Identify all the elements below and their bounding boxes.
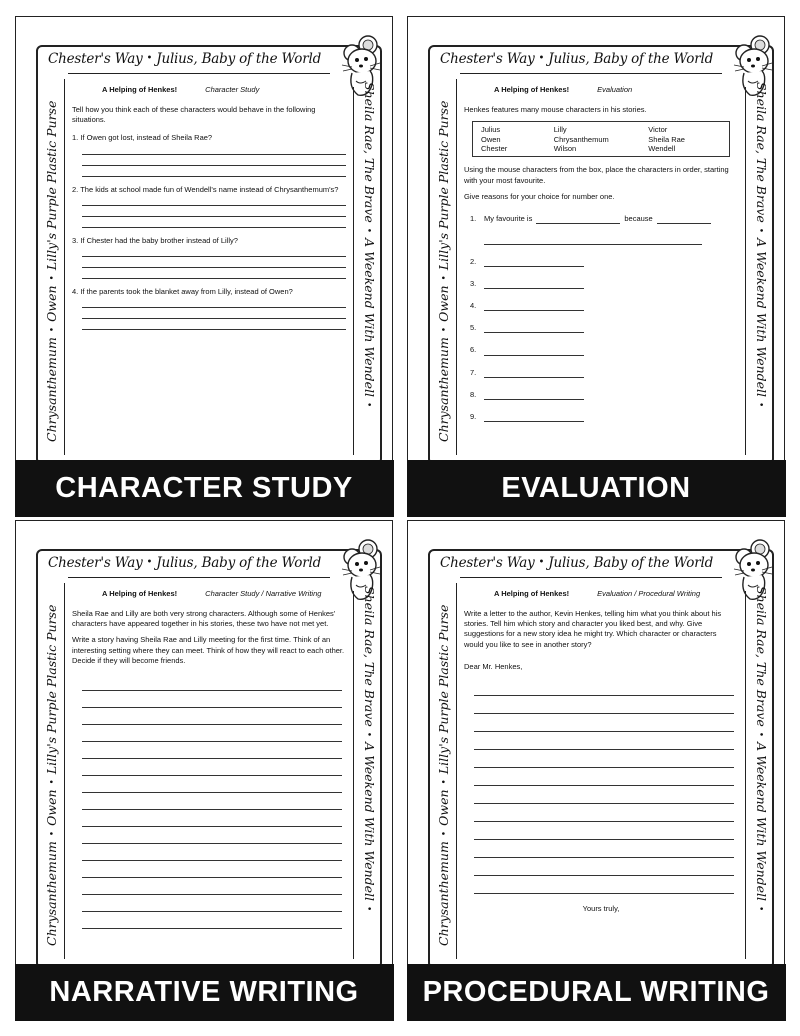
left-divider	[64, 79, 65, 455]
rank-number: 6.	[470, 345, 477, 355]
book-title-julius: Julius, Baby of the World	[156, 555, 322, 571]
book-title-julius: Julius, Baby of the World	[548, 555, 714, 571]
worksheet-title: A Helping of Henkes!	[494, 85, 570, 94]
question: 1. If Owen got lost, instead of Sheila Rae?	[72, 133, 213, 143]
answer-line	[474, 678, 734, 696]
worksheet-title: A Helping of Henkes!	[102, 589, 178, 598]
evaluation-card	[407, 16, 785, 516]
bullet: •	[755, 731, 765, 738]
bullet: •	[363, 731, 373, 738]
worksheet-category: Evaluation	[597, 85, 633, 94]
answer-line	[484, 236, 702, 245]
bullet: •	[538, 53, 545, 64]
rank-row	[470, 301, 738, 311]
left-divider	[64, 583, 65, 959]
book-titles-right	[357, 82, 381, 466]
book-title-chesters-way: Chester's Way	[48, 555, 143, 571]
book-title-wendell: A Weekend With Wendell	[754, 742, 769, 902]
book-title-owen: Owen	[44, 789, 59, 826]
book-title-chrysanthemum: Chrysanthemum	[436, 841, 451, 946]
bullet: •	[755, 906, 765, 912]
answer-lines	[82, 297, 346, 330]
book-title-chesters-way: Chester's Way	[48, 51, 143, 67]
narrative-writing-card	[15, 520, 393, 1020]
answer-line	[474, 714, 734, 732]
bullet: •	[755, 227, 765, 234]
answer-line	[82, 776, 342, 793]
bullet: •	[440, 830, 450, 837]
book-title-julius: Julius, Baby of the World	[548, 51, 714, 67]
question: 4. If the parents took the blanket away from Lilly, instead of Owen?	[72, 286, 293, 296]
worksheet-header	[494, 589, 738, 599]
book-title-chrysanthemum: Chrysanthemum	[44, 841, 59, 946]
top-divider	[460, 73, 722, 74]
book-title-chrysanthemum: Chrysanthemum	[436, 337, 451, 442]
writing-lines	[82, 674, 342, 929]
rank-row	[470, 345, 738, 355]
answer-line	[536, 215, 620, 224]
top-divider	[460, 577, 722, 578]
banner: PROCEDURAL WRITING	[407, 964, 786, 1021]
favourite-label: My favourite is	[484, 213, 533, 223]
answer-line	[484, 302, 584, 311]
right-divider	[745, 591, 746, 959]
rank-number: 8.	[470, 389, 477, 399]
instructions: Give reasons for your choice for number one.	[464, 191, 615, 201]
character-box	[472, 121, 730, 157]
worksheet-page	[36, 549, 382, 969]
top-divider	[68, 73, 330, 74]
question: 3. If Chester had the baby brother instead of Lilly?	[72, 235, 238, 245]
rank-row	[470, 323, 738, 333]
book-titles-right	[357, 586, 381, 970]
answer-line	[82, 708, 342, 725]
rank-row	[470, 368, 738, 378]
bullet: •	[48, 779, 58, 785]
instructions: Write a story having Sheila Rae and Lilly meeting for the first time. Think of an interesting setting where they can meet. Think of how they will react to each other. Decide if they will become friends.	[72, 635, 345, 665]
answer-line	[474, 840, 734, 858]
instructions: Sheila Rae and Lilly are both very strong characters. Although some of Henkes' characters have appeared together in his stories, these two have not met yet.	[72, 609, 336, 629]
answer-line	[82, 759, 342, 776]
answer-line	[474, 876, 734, 894]
top-divider	[68, 577, 330, 578]
book-title-chesters-way: Chester's Way	[440, 51, 535, 67]
answer-line	[82, 810, 342, 827]
book-titles-left	[40, 82, 64, 442]
question: 2. The kids at school made fun of Wendell's name instead of Chrysanthemum's?	[72, 184, 339, 194]
character-name: Wendell	[648, 144, 676, 153]
worksheet-title: A Helping of Henkes!	[102, 85, 178, 94]
character-name: Chrysanthemum	[553, 134, 609, 144]
answer-line	[474, 732, 734, 750]
book-title-wendell: A Weekend With Wendell	[754, 238, 769, 398]
rank-number: 1.	[470, 213, 477, 223]
answer-line	[474, 696, 734, 714]
answer-line	[82, 691, 342, 708]
book-title-sheila-rae: Sheila Rae, The Brave	[754, 586, 769, 727]
worksheet-header	[102, 85, 346, 95]
answer-line	[82, 166, 346, 177]
answer-line	[484, 391, 584, 400]
rank-row	[470, 390, 738, 400]
rank-row	[470, 412, 738, 422]
right-divider	[745, 87, 746, 455]
answer-line	[82, 195, 346, 206]
answer-line	[82, 144, 346, 155]
book-titles-top	[440, 555, 732, 571]
book-titles-left	[432, 82, 456, 442]
rank-number: 4.	[470, 301, 477, 311]
rank-row	[470, 257, 738, 267]
bullet: •	[48, 830, 58, 837]
answer-line	[484, 369, 584, 378]
worksheet-page	[36, 45, 382, 465]
character-name: Wilson	[553, 144, 577, 153]
bullet: •	[363, 906, 373, 912]
worksheet-page	[428, 45, 774, 465]
book-title-owen: Owen	[44, 285, 59, 322]
bullet: •	[538, 557, 545, 568]
answer-line	[82, 206, 346, 217]
character-name: Chester	[481, 144, 508, 153]
rank-number: 3.	[470, 279, 477, 288]
answer-line	[657, 215, 711, 224]
favourite-row	[470, 214, 738, 224]
answer-line	[484, 324, 584, 333]
book-titles-left	[40, 586, 64, 946]
book-title-lillys-purse: Lilly's Purple Plastic Purse	[44, 604, 59, 775]
answer-line	[82, 155, 346, 166]
answer-line	[484, 347, 584, 356]
procedural-writing-card	[407, 520, 785, 1020]
worksheet-title: A Helping of Henkes!	[494, 589, 570, 598]
book-titles-top	[48, 51, 340, 67]
book-title-owen: Owen	[436, 285, 451, 322]
salutation: Dear Mr. Henkes,	[464, 661, 523, 671]
bullet: •	[363, 402, 373, 408]
book-titles-top	[48, 555, 340, 571]
worksheet-content	[464, 585, 738, 957]
worksheet-page	[428, 549, 774, 969]
answer-line	[82, 895, 342, 912]
answer-line	[82, 725, 342, 742]
book-title-lillys-purse: Lilly's Purple Plastic Purse	[436, 100, 451, 271]
answer-line	[484, 258, 584, 267]
right-divider	[353, 87, 354, 455]
instructions: Using the mouse characters from the box, place the characters in order, starting with your most favourite.	[464, 165, 729, 185]
answer-line	[82, 257, 346, 268]
letter-lines	[474, 678, 734, 894]
answer-line	[82, 844, 342, 861]
character-name: Julius	[481, 125, 501, 135]
character-name: Owen	[481, 134, 501, 144]
bullet: •	[146, 557, 153, 568]
answer-line	[82, 878, 342, 895]
character-study-card	[15, 16, 393, 516]
answer-line	[474, 786, 734, 804]
bullet: •	[440, 326, 450, 333]
answer-lines	[82, 144, 346, 177]
left-divider	[456, 583, 457, 959]
bullet: •	[440, 275, 450, 281]
bullet: •	[440, 779, 450, 785]
book-titles-top	[440, 51, 732, 67]
closing: Yours truly,	[582, 903, 620, 913]
answer-line	[82, 793, 342, 810]
worksheet-category: Evaluation / Procedural Writing	[597, 589, 701, 598]
book-title-wendell: A Weekend With Wendell	[362, 742, 377, 902]
worksheet-category: Character Study / Narrative Writing	[205, 589, 322, 598]
answer-lines	[82, 195, 346, 228]
answer-line	[82, 308, 346, 319]
rank-number: 2.	[470, 256, 477, 266]
banner: EVALUATION	[407, 460, 786, 517]
book-title-sheila-rae: Sheila Rae, The Brave	[362, 586, 377, 727]
worksheet-category: Character Study	[205, 85, 260, 94]
banner: NARRATIVE WRITING	[15, 964, 394, 1021]
bullet: •	[363, 227, 373, 234]
book-title-chesters-way: Chester's Way	[440, 555, 535, 571]
book-title-lillys-purse: Lilly's Purple Plastic Purse	[436, 604, 451, 775]
instructions: Henkes features many mouse characters in his stories.	[464, 105, 647, 115]
answer-line	[82, 268, 346, 279]
answer-line	[474, 768, 734, 786]
answer-line	[474, 750, 734, 768]
instructions: Write a letter to the author, Kevin Henkes, telling him what you think about his stories. Tell him which story and character you liked best, and why. Give suggestions for a new story idea he might try. Which character or characters would you like to see in another story?	[464, 609, 722, 649]
book-title-sheila-rae: Sheila Rae, The Brave	[754, 82, 769, 223]
answer-line	[82, 912, 342, 929]
rank-number: 7.	[470, 367, 477, 377]
bullet: •	[755, 402, 765, 408]
answer-line	[82, 742, 342, 759]
character-name: Victor	[648, 125, 668, 135]
character-name: Lilly	[553, 125, 567, 135]
answer-line	[82, 297, 346, 308]
answer-line	[82, 217, 346, 228]
answer-line	[484, 280, 584, 289]
worksheet-content	[72, 585, 346, 957]
book-title-julius: Julius, Baby of the World	[156, 51, 322, 67]
right-divider	[353, 591, 354, 959]
because-label: because	[624, 213, 653, 223]
answer-line	[82, 861, 342, 878]
worksheet-header	[102, 589, 346, 599]
rank-number: 5.	[470, 323, 477, 333]
rank-number: 9.	[470, 411, 477, 421]
worksheet-content	[464, 81, 738, 453]
answer-line	[474, 822, 734, 840]
bullet: •	[146, 53, 153, 64]
answer-line	[474, 858, 734, 876]
book-titles-right	[749, 82, 773, 466]
answer-lines	[82, 246, 346, 279]
book-titles-right	[749, 586, 773, 970]
answer-line	[82, 674, 342, 691]
worksheet-header	[494, 85, 738, 95]
book-title-wendell: A Weekend With Wendell	[362, 238, 377, 398]
answer-line	[82, 827, 342, 844]
answer-line	[484, 413, 584, 422]
book-title-owen: Owen	[436, 789, 451, 826]
book-title-lillys-purse: Lilly's Purple Plastic Purse	[44, 100, 59, 271]
answer-line	[82, 246, 346, 257]
instructions: Tell how you think each of these characters would behave in the following situations.	[72, 105, 316, 125]
bullet: •	[48, 326, 58, 333]
answer-line	[474, 804, 734, 822]
book-title-sheila-rae: Sheila Rae, The Brave	[362, 82, 377, 223]
rank-row	[470, 279, 738, 289]
bullet: •	[48, 275, 58, 281]
left-divider	[456, 79, 457, 455]
answer-line	[82, 319, 346, 330]
book-title-chrysanthemum: Chrysanthemum	[44, 337, 59, 442]
worksheet-content	[72, 81, 346, 453]
book-titles-left	[432, 586, 456, 946]
character-name: Sheila Rae	[648, 134, 685, 144]
banner: CHARACTER STUDY	[15, 460, 394, 517]
